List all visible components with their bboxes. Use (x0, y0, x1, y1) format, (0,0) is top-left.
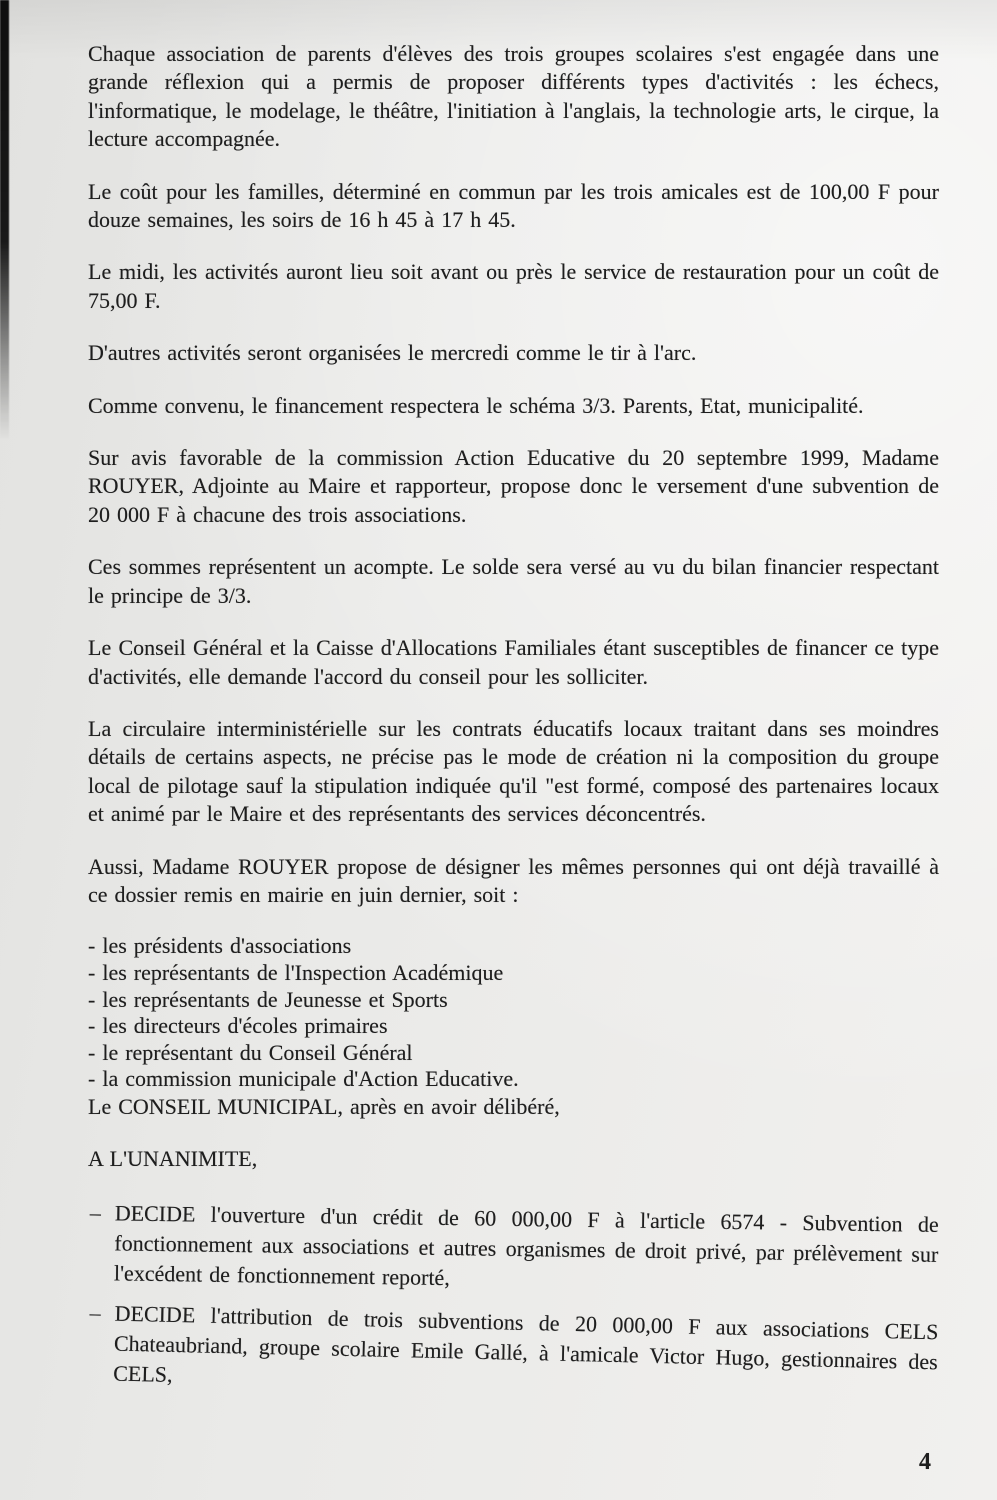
paragraph: Le midi, les activités auront lieu soit avant ou près le service de restauration pour un coût de 75,00 F. (88, 259, 939, 313)
decision-item (86, 1298, 939, 1407)
list-item: - les directeurs d'écoles primaires (88, 1013, 388, 1039)
paragraph: La circulaire interministérielle sur les contrats éducatifs locaux traitant dans ses moindres détails de certains aspects, ne précise pas le mode de création ni la composition du groupe local de pilotage sauf la stipulation indiquée qu'il "est formé, composé des partenaires locaux et animé par le Maire et des représentants des services déconcentrés. (88, 715, 939, 827)
dash-marker: – (89, 1199, 101, 1225)
paragraph: Ces sommes représentent un acompte. Le solde sera versé au vu du bilan financier respectant le principe de 3/3. (88, 554, 939, 608)
paragraph: Chaque association de parents d'élèves des trois groupes scolaires s'est engagée dans une grande réflexion qui a permis de proposer différents types d'activités : les échecs, l'informatique, le modelage, le théâtre, l'initiation à l'anglais, la technologie arts, le cirque, la lecture accompagnée. (88, 41, 939, 152)
paragraph: Le coût pour les familles, déterminé en commun par les trois amicales est de 100,00 F pour douze semaines, les soirs de 16 h 45 à 17 h 45. (88, 178, 939, 233)
list-item: - le représentant du Conseil Général (88, 1039, 413, 1065)
unanimity-line: A L'UNANIMITE, (88, 1146, 258, 1172)
paragraph: Le Conseil Général et la Caisse d'Allocations Familiales étant susceptibles de financer ce type d'activités, elle demande l'accord du conseil pour les solliciter. (88, 635, 939, 689)
list-item: - la commission municipale d'Action Educative. (88, 1066, 519, 1092)
paragraph: Sur avis favorable de la commission Action Educative du 20 septembre 1999, Madame ROUYER, Adjointe au Maire et rapporteur, propose donc le versement d'une subvention de 20 000 F à chacune des trois associations. (88, 445, 939, 527)
designated-members-list (88, 933, 939, 1093)
decision-item (87, 1198, 939, 1300)
deliberation-line: Le CONSEIL MUNICIPAL, après en avoir délibéré, (88, 1093, 560, 1119)
page-number: 4 (919, 1449, 931, 1475)
dash-marker: – (89, 1299, 101, 1326)
decision-text: DECIDE l'ouverture d'un crédit de 60 000,00 F à l'article 6574 - Subvention de fonctionnement aux associations et autres organismes de droit privé, par prélèvement sur l'excédent de fonctionnement reporté, (113, 1200, 939, 1290)
paragraph: Comme convenu, le financement respectera le schéma 3/3. Parents, Etat, municipalité. (88, 392, 864, 418)
list-item: - les représentants de l'Inspection Académique (88, 959, 504, 985)
paragraph: Aussi, Madame ROUYER propose de désigner les mêmes personnes qui ont déjà travaillé à ce dossier remis en mairie en juin dernier, soit : (88, 853, 939, 907)
list-item: - les présidents d'associations (88, 933, 352, 959)
decision-text: DECIDE l'attribution de trois subventions de 20 000,00 F aux associations CELS Chateaubriand, groupe scolaire Emile Gallé, à l'amicale Victor Hugo, gestionnaires des CELS, (113, 1300, 939, 1387)
list-item: - les représentants de Jeunesse et Sports (88, 986, 448, 1012)
paragraph: D'autres activités seront organisées le mercredi comme le tir à l'arc. (88, 340, 697, 366)
